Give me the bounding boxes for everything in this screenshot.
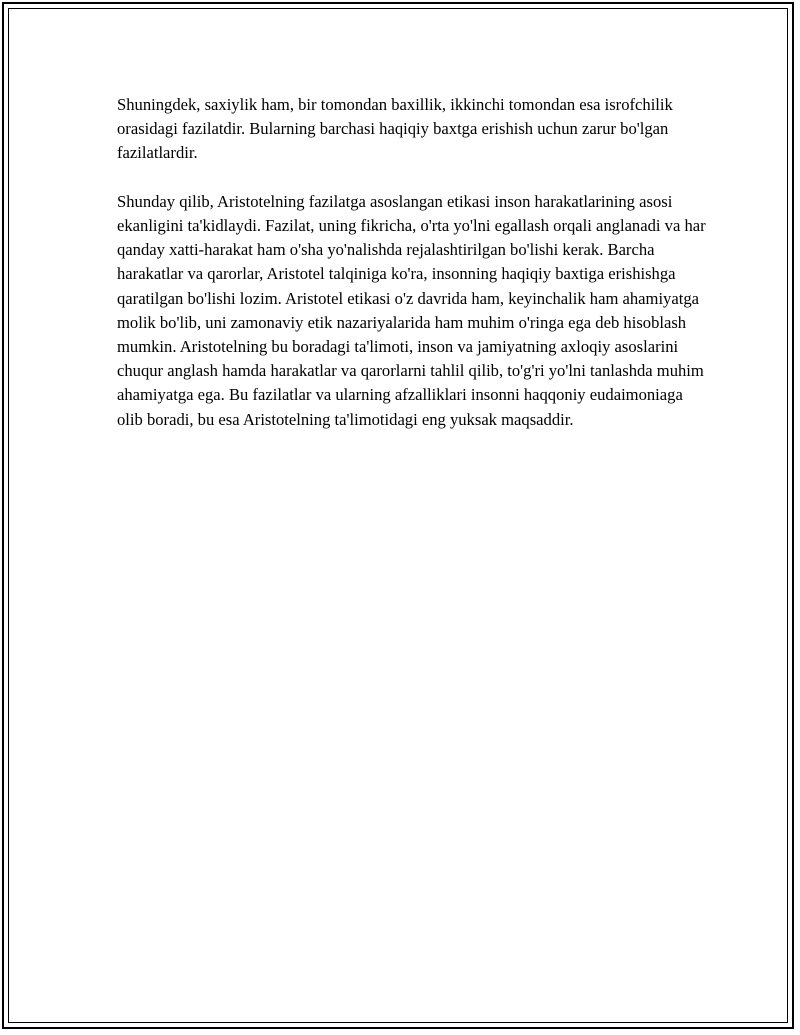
document-body	[117, 93, 707, 456]
paragraph-aristotel-etikasi: Shunday qilib, Aristotelning fazilatga asoslangan etikasi inson harakatlarining asosi ekanligini ta'kidlaydi. Fazilat, uning fikricha, o'rta yo'lni egallash orqali anglanadi va har qanday xatti-harakat ham o'sha yo'nalishda rejalashtirilgan bo'lishi kerak. Barcha harakatlar va qarorlar, Aristotel talqiniga ko'ra, insonning haqiqiy baxtiga erishishga qaratilgan bo'lishi lozim. Aristotel etikasi o'z davrida ham, keyinchalik ham ahamiyatga molik bo'lib, uni zamonaviy etik nazariyalarida ham muhim o'ringa ega deb hisoblash mumkin. Aristotelning bu boradagi ta'limoti, inson va jamiyatning axloqiy asoslarini chuqur anglash hamda harakatlar va qarorlarni tahlil qilib, to'g'ri yo'lni tanlashda muhim ahamiyatga ega. Bu fazilatlar va ularning afzalliklari insonni haqqoniy eudaimoniaga olib boradi, bu esa Aristotelning ta'limotidagi eng yuksak maqsaddir.	[117, 191, 706, 429]
paragraph-saxiylik: Shuningdek, saxiylik ham, bir tomondan baxillik, ikkinchi tomondan esa isrofchilik orasidagi fazilatdir. Bularning barchasi haqiqiy baxtga erishish uchun zarur bo'lgan fazilatlardir.	[117, 95, 673, 163]
